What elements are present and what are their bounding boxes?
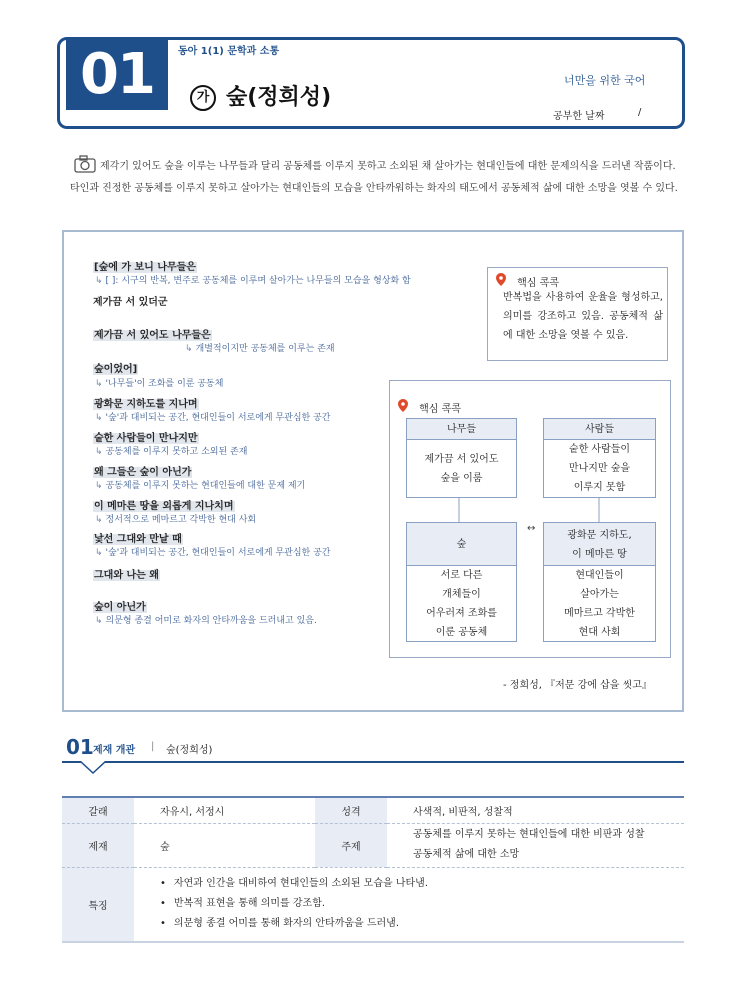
study-date-label: 공부한 날짜 — [553, 111, 605, 122]
feature-item: • 자연과 인간을 대비하여 현대인들의 소외된 모습을 나타냄. — [160, 874, 684, 894]
section-number: 01 — [66, 735, 94, 759]
poem-line: 숲이 아닌가 — [94, 602, 146, 613]
diagram-title: 핵심 콕콕 — [398, 397, 461, 416]
poem-note: ↳ '나무들'이 조화를 이룬 공동체 — [95, 379, 224, 389]
section-title: 제재 개관 — [93, 745, 136, 756]
section-pointer — [80, 761, 106, 775]
feature-label: 특징 — [62, 867, 134, 942]
circle-mark: 가 — [190, 85, 216, 111]
diagram-right-mid: 광화문 지하도, 이 메마른 땅 — [543, 522, 656, 566]
genre-value: 자유시, 서정시 — [134, 797, 315, 823]
poem-line: 제가끔 서 있더군 — [93, 297, 168, 308]
info-table — [62, 796, 684, 943]
keypoint-body: 반복법을 사용하여 운율을 형성하고, 의미를 강조하고 있음. 공동체적 삶에 대한 소망을 엿볼 수 있음. — [503, 292, 663, 341]
textbook-subtitle: 동아 1(1) 문학과 소통 — [178, 46, 280, 57]
diagram-left-bottom: 서로 다른 개체들이 어우러져 조화를 이룬 공동체 — [406, 565, 517, 642]
section-rule — [62, 761, 684, 763]
page-title — [190, 80, 331, 111]
feature-item: • 의문형 종결 어미를 통해 화자의 안타까움을 드러냄. — [160, 914, 684, 934]
poem-line: [숲에 가 보니 나무들은 — [94, 262, 196, 273]
diagram-left-top: 제가끔 서 있어도 숲을 이룸 — [406, 439, 517, 498]
subject-value: 숲 — [134, 823, 315, 867]
diagram-right-head: 사람들 — [543, 418, 656, 440]
poem-line: 제가끔 서 있어도 나무들은 — [94, 330, 211, 341]
nature-value: 사색적, 비판적, 성찰적 — [387, 797, 684, 823]
source-citation: - 정희성, 『저문 강에 삽을 씻고』 — [503, 680, 652, 691]
subject-label: 제재 — [62, 823, 134, 867]
poem-line: 광화문 지하도를 지나며 — [94, 399, 198, 410]
poem-line: 숲이었어] — [94, 364, 138, 375]
section-subtitle: 숲(정희성) — [166, 745, 213, 756]
poem-note: ↳ 공동체를 이루지 못하는 현대인들에 대한 문제 제기 — [95, 481, 306, 491]
diagram-right-top: 숱한 사람들이 만나지만 숲을 이루지 못함 — [543, 439, 656, 498]
section-separator: | — [151, 741, 155, 752]
poem-note: ↳ 의문형 종결 어미로 화자의 안타까움을 드러내고 있음. — [95, 616, 317, 626]
title-text: 숲(정희성) — [226, 85, 332, 110]
poem-note: ↳ '숲'과 대비되는 공간, 현대인들이 서로에게 무관심한 공간 — [95, 548, 331, 558]
brand-label: 너만을 위한 국어 — [564, 74, 646, 87]
lesson-number: 01 — [66, 40, 168, 110]
poem-note: ↳ 정서적으로 메마르고 각박한 현대 사회 — [95, 515, 257, 525]
poem-line: 이 메마른 땅을 외롭게 지나치며 — [94, 501, 234, 512]
pin-icon — [496, 273, 506, 286]
poem-line: 낯선 그대와 만날 때 — [94, 534, 182, 545]
genre-label: 갈래 — [62, 797, 134, 823]
intro-text: 제각기 있어도 숲을 이루는 나무들과 달리 공동체를 이루지 못하고 소외된 채 살아가는 현대인들에 대한 문제의식을 드러낸 작품이다. 타인과 진정한 공동체를 이루지 못하고 살아가는 현대인들의 모습을 안타까워하는 화자의 태도에서 공동체적 삶에 대한 소망을 엿볼 수 있다. — [70, 161, 678, 194]
poem-note: ↳ 공동체를 이루지 못하고 소외된 존재 — [95, 447, 248, 457]
nature-label: 성격 — [315, 797, 387, 823]
feature-list — [134, 867, 684, 942]
theme-value: 공동체를 이루지 못하는 현대인들에 대한 비판과 성찰 공동체적 삶에 대한 소망 — [387, 823, 684, 867]
theme-label: 주제 — [315, 823, 387, 867]
poem-note: ↳ 개별적이지만 공동체를 이루는 존재 — [185, 344, 335, 354]
poem-note: ↳ [ ]: 시구의 반복, 변주로 공동체를 이루며 살아가는 나무들의 모습을 형상화 함 — [95, 276, 411, 286]
diagram-left-head: 나무들 — [406, 418, 517, 440]
poem-line: 숱한 사람들이 만나지만 — [94, 433, 198, 444]
study-date-separator: / — [638, 107, 642, 118]
feature-item: • 반복적 표현을 통해 의미를 강조함. — [160, 894, 684, 914]
poem-line: 왜 그들은 숲이 아닌가 — [94, 467, 192, 478]
diagram-right-bottom: 현대인들이 살아가는 메마르고 각박한 현대 사회 — [543, 565, 656, 642]
diagram-arrow: ↔ — [527, 523, 536, 534]
keypoint-title: 핵심 콕콕 — [496, 271, 559, 290]
poem-note: ↳ '숲'과 대비되는 공간, 현대인들이 서로에게 무관심한 공간 — [95, 413, 331, 423]
diagram-left-mid: 숲 — [406, 522, 517, 566]
poem-line: 그대와 나는 왜 — [94, 570, 159, 581]
